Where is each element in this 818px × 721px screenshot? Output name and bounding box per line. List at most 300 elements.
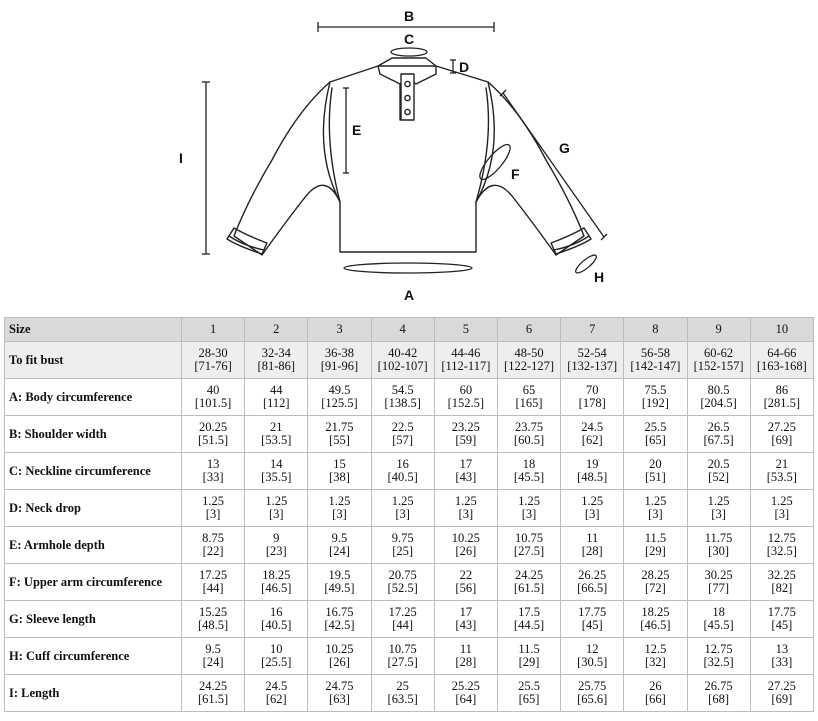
value-cm: [112-117] (441, 359, 491, 373)
value-cm: [42.5] (324, 618, 355, 632)
measurement-cell (497, 564, 560, 601)
value-cm: [46.5] (261, 581, 292, 595)
value-inches: 11.5 (644, 531, 667, 545)
value-inches: 18.25 (641, 605, 670, 619)
measurement-cell (371, 675, 434, 712)
value-cm: [165] (515, 396, 543, 410)
value-cm: [28] (455, 655, 477, 669)
row-label: B: Shoulder width (5, 416, 182, 453)
value-cm: [45] (581, 618, 603, 632)
value-inches: 54.5 (391, 383, 414, 397)
value-cm: [63.5] (387, 692, 418, 706)
table-row (5, 379, 814, 416)
value-cm: [33] (202, 470, 224, 484)
label-a: A (404, 287, 415, 303)
value-cm: [46.5] (640, 618, 671, 632)
value-inches: 52-54 (577, 346, 607, 360)
value-cm: [38] (329, 470, 350, 484)
value-inches: 10 (270, 642, 283, 656)
value-cm: [102-107] (377, 359, 428, 373)
value-inches: 1.25 (454, 494, 477, 508)
value-cm: [26] (329, 655, 350, 669)
measurement-cell (750, 675, 813, 712)
value-inches: 25.5 (518, 679, 540, 693)
value-cm: [53.5] (261, 433, 292, 447)
value-cm: [55] (329, 433, 350, 447)
value-inches: 24.5 (581, 420, 604, 434)
value-cm: [3] (205, 507, 221, 521)
measurement-cell (308, 453, 371, 490)
value-inches: 44-46 (451, 346, 481, 360)
value-inches: 1.25 (265, 494, 288, 508)
measurement-cell (497, 527, 560, 564)
measurement-cell (434, 379, 497, 416)
value-inches: 10.75 (514, 531, 544, 545)
measurement-cell (308, 601, 371, 638)
value-inches: 19.5 (328, 568, 351, 582)
table-row (5, 342, 814, 379)
label-d: D (459, 59, 470, 75)
value-cm: [56] (455, 581, 477, 595)
value-inches: 24.5 (265, 679, 288, 693)
value-inches: 26 (649, 679, 662, 693)
measurement-cell (687, 453, 750, 490)
measurement-cell (434, 342, 497, 379)
value-inches: 48-50 (514, 346, 544, 360)
value-cm: [3] (268, 507, 284, 521)
value-inches: 23.25 (451, 420, 480, 434)
measurement-cell (182, 601, 245, 638)
value-inches: 26.25 (578, 568, 607, 582)
measurement-cell (561, 453, 624, 490)
measurement-cell (371, 416, 434, 453)
value-cm: [82] (771, 581, 793, 595)
measurement-cell (750, 342, 813, 379)
measurement-cell (245, 601, 308, 638)
value-inches: 1.25 (581, 494, 604, 508)
table-row (5, 527, 814, 564)
row-label: E: Armhole depth (5, 527, 182, 564)
value-inches: 1.25 (644, 494, 667, 508)
label-g: G (559, 140, 570, 156)
value-cm: [44] (392, 618, 414, 632)
value-inches: 9.5 (205, 642, 221, 656)
size-chart-table (4, 317, 814, 712)
value-inches: 1.25 (391, 494, 414, 508)
value-cm: [32.5] (766, 544, 797, 558)
value-cm: [91-96] (320, 359, 359, 373)
value-cm: [32] (644, 655, 666, 669)
measurement-cell (687, 601, 750, 638)
measurement-cell (750, 527, 813, 564)
measurement-cell (750, 453, 813, 490)
measurement-cell (182, 416, 245, 453)
measurement-cell (687, 527, 750, 564)
measurement-cell (308, 675, 371, 712)
value-cm: [35.5] (261, 470, 292, 484)
value-inches: 18 (712, 605, 725, 619)
size-column-header: 9 (687, 318, 750, 342)
measurement-cell (308, 564, 371, 601)
measurement-cell (624, 527, 687, 564)
value-inches: 10.25 (325, 642, 354, 656)
value-inches: 24.25 (199, 679, 228, 693)
value-inches: 21 (775, 457, 789, 471)
value-cm: [64] (455, 692, 477, 706)
measurement-cell (371, 564, 434, 601)
value-inches: 17 (459, 605, 473, 619)
measurement-cell (245, 638, 308, 675)
value-inches: 16.75 (325, 605, 354, 619)
value-inches: 1.25 (202, 494, 225, 508)
value-cm: [3] (332, 507, 347, 521)
value-cm: [66.5] (577, 581, 608, 595)
measurement-cell (687, 564, 750, 601)
measurement-cell (371, 379, 434, 416)
measurement-cell (371, 527, 434, 564)
size-header-label: Size (5, 318, 182, 342)
measurement-cell (182, 342, 245, 379)
value-inches: 13 (206, 457, 220, 471)
value-cm: [29] (644, 544, 666, 558)
value-cm: [68] (708, 692, 729, 706)
value-inches: 26.75 (704, 679, 733, 693)
value-inches: 80.5 (707, 383, 730, 397)
value-inches: 17.75 (578, 605, 607, 619)
value-cm: [204.5] (700, 396, 737, 410)
value-cm: [132-137] (567, 359, 618, 373)
label-b: B (404, 8, 415, 24)
measurement-cell (750, 564, 813, 601)
measurement-cell (561, 416, 624, 453)
value-cm: [62] (265, 692, 287, 706)
value-cm: [67.5] (703, 433, 734, 447)
size-column-header: 2 (245, 318, 308, 342)
size-column-header: 6 (497, 318, 560, 342)
value-inches: 86 (775, 383, 789, 397)
value-cm: [51] (644, 470, 666, 484)
value-inches: 60-62 (704, 346, 734, 360)
value-cm: [32.5] (703, 655, 734, 669)
value-cm: [28] (581, 544, 603, 558)
measurement-cell (434, 601, 497, 638)
measurement-cell (245, 564, 308, 601)
value-inches: 75.5 (644, 383, 667, 397)
measurement-cell (497, 453, 560, 490)
table-row (5, 675, 814, 712)
value-cm: [43] (455, 618, 477, 632)
measurement-cell (245, 527, 308, 564)
measurement-cell (308, 527, 371, 564)
value-cm: [62] (581, 433, 603, 447)
measurement-cell (561, 675, 624, 712)
value-cm: [69] (771, 433, 793, 447)
value-cm: [27.5] (513, 544, 545, 558)
sweater-schematic (0, 0, 818, 316)
table-row (5, 638, 814, 675)
value-cm: [3] (458, 507, 474, 521)
measurement-cell (497, 379, 560, 416)
value-inches: 23.75 (514, 420, 544, 434)
value-inches: 20.25 (199, 420, 228, 434)
value-cm: [45.5] (703, 618, 734, 632)
value-cm: [53.5] (766, 470, 797, 484)
value-inches: 17.5 (518, 605, 540, 619)
size-header-row (5, 318, 814, 342)
table-row (5, 490, 814, 527)
row-label: C: Neckline circumference (5, 453, 182, 490)
value-inches: 40-42 (388, 346, 418, 360)
value-cm: [27.5] (387, 655, 418, 669)
value-inches: 36-38 (324, 346, 355, 360)
value-cm: [29] (518, 655, 540, 669)
value-cm: [152.5] (447, 396, 485, 410)
measurement-cell (182, 638, 245, 675)
row-label: D: Neck drop (5, 490, 182, 527)
label-f: F (511, 166, 520, 182)
row-label: To fit bust (5, 342, 182, 379)
measurement-cell (308, 638, 371, 675)
measurement-cell (624, 601, 687, 638)
value-inches: 1.25 (328, 494, 351, 508)
value-cm: [23] (265, 544, 287, 558)
size-column-header: 5 (434, 318, 497, 342)
measurement-cell (182, 564, 245, 601)
value-cm: [122-127] (504, 359, 555, 373)
measurement-cell (245, 416, 308, 453)
value-inches: 28.25 (641, 568, 670, 582)
measurement-cell (497, 490, 560, 527)
value-cm: [63] (329, 692, 350, 706)
value-cm: [3] (521, 507, 537, 521)
value-inches: 24.75 (325, 679, 354, 693)
value-inches: 64-66 (767, 346, 797, 360)
value-cm: [44.5] (513, 618, 545, 632)
value-cm: [152-157] (693, 359, 744, 373)
value-cm: [52] (708, 470, 729, 484)
measurement-cell (497, 601, 560, 638)
row-label: F: Upper arm circumference (5, 564, 182, 601)
measurement-cell (371, 490, 434, 527)
measurement-cell (245, 490, 308, 527)
value-inches: 22.5 (391, 420, 414, 434)
measurement-cell (561, 490, 624, 527)
measurement-cell (624, 638, 687, 675)
value-inches: 8.75 (202, 531, 225, 545)
value-cm: [66] (644, 692, 666, 706)
value-inches: 27.25 (767, 420, 796, 434)
measurement-cell (750, 379, 813, 416)
measurement-cell (371, 453, 434, 490)
row-label: I: Length (5, 675, 182, 712)
value-cm: [33] (771, 655, 793, 669)
measurement-cell (624, 379, 687, 416)
value-cm: [3] (584, 507, 600, 521)
measurement-cell (497, 638, 560, 675)
value-cm: [45] (771, 618, 793, 632)
value-cm: [25] (392, 544, 414, 558)
value-inches: 21.75 (325, 420, 354, 434)
value-cm: [45.5] (513, 470, 545, 484)
value-inches: 15 (333, 457, 346, 471)
value-cm: [3] (774, 507, 790, 521)
value-inches: 20 (649, 457, 662, 471)
value-inches: 17 (459, 457, 473, 471)
value-cm: [178] (578, 396, 606, 410)
value-cm: [43] (455, 470, 477, 484)
table-row (5, 416, 814, 453)
measurement-cell (687, 342, 750, 379)
value-inches: 10.75 (388, 642, 417, 656)
value-cm: [192] (641, 396, 669, 410)
value-inches: 11 (586, 531, 599, 545)
value-cm: [57] (392, 433, 414, 447)
value-cm: [281.5] (763, 396, 801, 410)
value-cm: [59] (455, 433, 477, 447)
value-inches: 11 (459, 642, 472, 656)
value-cm: [142-147] (630, 359, 681, 373)
value-cm: [65] (644, 433, 666, 447)
row-label: G: Sleeve length (5, 601, 182, 638)
value-cm: [71-76] (194, 359, 232, 373)
measurement-cell (624, 564, 687, 601)
value-cm: [125.5] (321, 396, 358, 410)
value-inches: 14 (270, 457, 283, 471)
value-inches: 13 (775, 642, 789, 656)
value-cm: [48.5] (197, 618, 229, 632)
value-inches: 17.25 (199, 568, 228, 582)
measurement-cell (308, 490, 371, 527)
value-inches: 25 (396, 679, 409, 693)
measurement-cell (687, 416, 750, 453)
value-cm: [40.5] (387, 470, 418, 484)
value-inches: 24.25 (514, 568, 544, 582)
measurement-cell (182, 379, 245, 416)
value-inches: 10.25 (451, 531, 480, 545)
size-column-header: 4 (371, 318, 434, 342)
value-cm: [69] (771, 692, 793, 706)
measurement-cell (750, 416, 813, 453)
measurement-cell (750, 601, 813, 638)
measurement-cell (434, 527, 497, 564)
left-sleeve (234, 82, 340, 255)
measurement-cell (182, 527, 245, 564)
measurement-cell (687, 675, 750, 712)
measurement-cell (308, 379, 371, 416)
value-cm: [77] (708, 581, 729, 595)
table-row (5, 601, 814, 638)
measurement-cell (182, 490, 245, 527)
measurement-cell (371, 638, 434, 675)
value-cm: [24] (329, 544, 350, 558)
value-inches: 17.75 (767, 605, 796, 619)
size-chart-body (5, 342, 814, 712)
value-cm: [72] (644, 581, 666, 595)
value-inches: 17.25 (388, 605, 417, 619)
value-cm: [48.5] (577, 470, 608, 484)
value-cm: [30] (708, 544, 729, 558)
value-inches: 12.5 (644, 642, 667, 656)
label-c: C (404, 31, 415, 47)
value-inches: 20.75 (388, 568, 417, 582)
measurement-cell (561, 379, 624, 416)
value-inches: 18 (522, 457, 536, 471)
value-inches: 70 (585, 383, 599, 397)
measurement-cell (308, 416, 371, 453)
value-cm: [3] (395, 507, 410, 521)
value-inches: 25.5 (644, 420, 667, 434)
value-inches: 16 (396, 457, 409, 471)
value-cm: [112] (262, 396, 290, 410)
value-cm: [163-168] (756, 359, 807, 373)
value-inches: 25.75 (578, 679, 607, 693)
left-cuff (227, 228, 267, 254)
measurement-cell (497, 342, 560, 379)
measurement-cell (434, 416, 497, 453)
measurement-cell (497, 675, 560, 712)
value-inches: 12 (585, 642, 599, 656)
measurement-cell (624, 453, 687, 490)
measurement-cell (687, 638, 750, 675)
value-inches: 15.25 (199, 605, 228, 619)
value-inches: 20.5 (707, 457, 730, 471)
value-cm: [24] (202, 655, 224, 669)
measurement-cell (434, 638, 497, 675)
value-inches: 1.25 (518, 494, 540, 508)
measurement-cell (308, 342, 371, 379)
value-inches: 1.25 (707, 494, 730, 508)
measurement-cell (624, 675, 687, 712)
value-inches: 44 (270, 383, 283, 397)
value-inches: 27.25 (767, 679, 796, 693)
value-inches: 60 (459, 383, 473, 397)
size-column-header: 1 (182, 318, 245, 342)
value-inches: 16 (270, 605, 283, 619)
measurement-cell (624, 416, 687, 453)
value-inches: 12.75 (704, 642, 733, 656)
value-cm: [65.6] (577, 692, 608, 706)
value-inches: 22 (459, 568, 473, 582)
value-cm: [22] (202, 544, 224, 558)
value-cm: [3] (648, 507, 663, 521)
measurement-cell (750, 490, 813, 527)
measurement-cell (561, 564, 624, 601)
value-cm: [30.5] (577, 655, 608, 669)
value-inches: 32.25 (767, 568, 796, 582)
measurement-cell (245, 453, 308, 490)
value-cm: [3] (711, 507, 726, 521)
value-cm: [65] (518, 692, 540, 706)
value-cm: [61.5] (513, 581, 545, 595)
value-cm: [52.5] (387, 581, 418, 595)
value-cm: [60.5] (513, 433, 545, 447)
measurement-cell (687, 490, 750, 527)
measurement-cell (245, 379, 308, 416)
label-e: E (352, 122, 362, 138)
measurement-cell (182, 453, 245, 490)
measurement-cell (687, 379, 750, 416)
measurement-cell (624, 490, 687, 527)
value-inches: 1.25 (770, 494, 793, 508)
measurement-cell (497, 416, 560, 453)
value-inches: 11.5 (518, 642, 540, 656)
value-inches: 9.75 (391, 531, 414, 545)
measurement-cell (182, 675, 245, 712)
value-inches: 21 (270, 420, 283, 434)
measurement-cell (624, 342, 687, 379)
measurement-cell (371, 342, 434, 379)
measurement-cell (434, 490, 497, 527)
